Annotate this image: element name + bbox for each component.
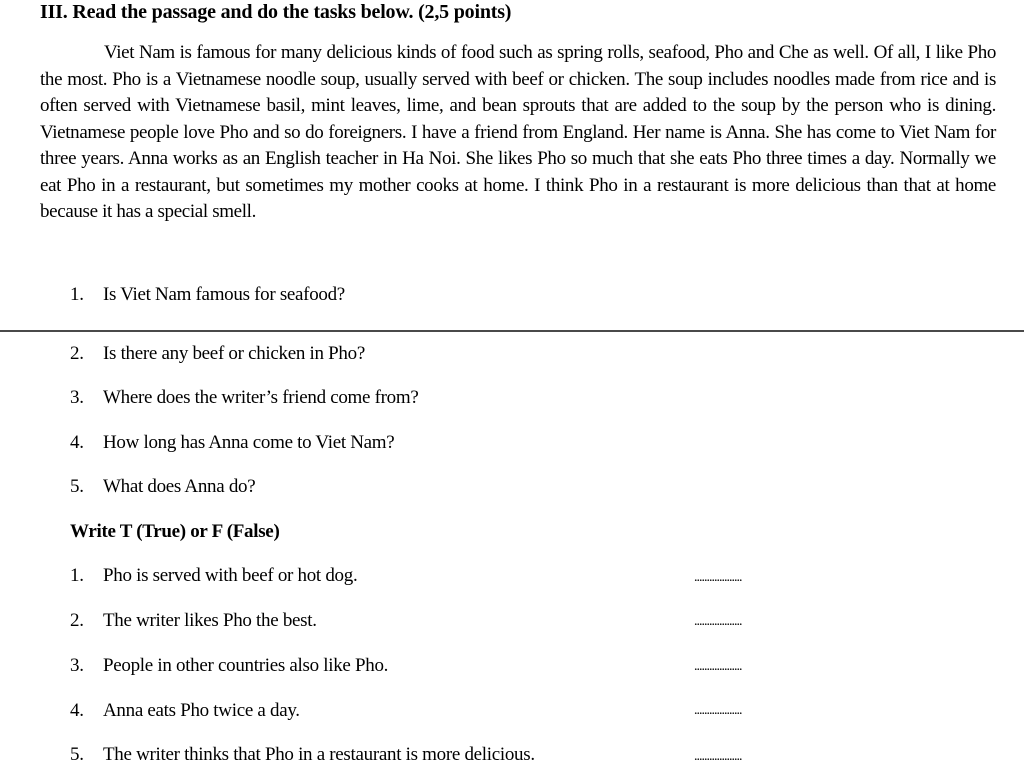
- question-4: [70, 431, 394, 455]
- question-text: What does Anna do?: [103, 476, 256, 497]
- question-text: Is Viet Nam famous for seafood?: [103, 284, 345, 305]
- exercise-heading: III. Read the passage and do the tasks below. (2,5 points): [40, 1, 512, 23]
- tf-number: 3.: [70, 655, 84, 676]
- tf-statement: People in other countries also like Pho.: [103, 655, 389, 676]
- tf-statement: The writer likes Pho the best.: [103, 610, 317, 631]
- question-1: [70, 283, 345, 307]
- tf-item-5: [70, 743, 535, 767]
- question-number: 4.: [70, 432, 84, 453]
- question-3: [70, 386, 419, 410]
- question-text: Where does the writer’s friend come from?: [103, 387, 419, 408]
- answer-blank-1[interactable]: ...................: [694, 570, 742, 585]
- tf-statement: The writer thinks that Pho in a restaurant is more delicious.: [103, 744, 535, 765]
- question-number: 3.: [70, 387, 84, 408]
- question-number: 1.: [70, 284, 84, 305]
- tf-number: 2.: [70, 610, 84, 631]
- answer-blank-2[interactable]: ...................: [694, 614, 742, 629]
- tf-statement: Pho is served with beef or hot dog.: [103, 565, 358, 586]
- tf-number: 5.: [70, 744, 84, 765]
- tf-number: 4.: [70, 700, 84, 721]
- tf-number: 1.: [70, 565, 84, 586]
- question-5: [70, 475, 255, 499]
- tf-item-4: [70, 699, 300, 723]
- question-number: 5.: [70, 476, 84, 497]
- answer-blank-3[interactable]: ...................: [694, 659, 742, 674]
- question-text: Is there any beef or chicken in Pho?: [103, 343, 365, 364]
- answer-blank-4[interactable]: ...................: [694, 703, 742, 718]
- page-divider: [0, 330, 1024, 332]
- question-2: [70, 342, 365, 366]
- tf-item-3: [70, 654, 388, 678]
- question-number: 2.: [70, 343, 84, 364]
- question-text: How long has Anna come to Viet Nam?: [103, 432, 395, 453]
- true-false-heading: Write T (True) or F (False): [70, 521, 280, 542]
- answer-blank-5[interactable]: ...................: [694, 749, 742, 764]
- reading-passage: Viet Nam is famous for many delicious kinds of food such as spring rolls, seafood, Pho and Che as well. Of all, I like Pho the most. Pho is a Vietnamese noodle soup, usually served with beef or chicken. The soup includes noodles made from rice and is often served with Vietnamese basil, mint leaves, lime, and bean sprouts that are added to the soup by the person who is dining. Vietnamese people love Pho and so do foreigners. I have a friend from England. Her name is Anna. She has come to Viet Nam for three years. Anna works as an English teacher in Ha Noi. She likes Pho so much that she eats Pho three times a day. Normally we eat Pho in a restaurant, but sometimes my mother cooks at home. I think Pho in a restaurant is more delicious than that at home because it has a special smell.: [40, 42, 996, 222]
- tf-item-2: [70, 609, 317, 633]
- tf-statement: Anna eats Pho twice a day.: [103, 700, 300, 721]
- tf-item-1: [70, 564, 357, 588]
